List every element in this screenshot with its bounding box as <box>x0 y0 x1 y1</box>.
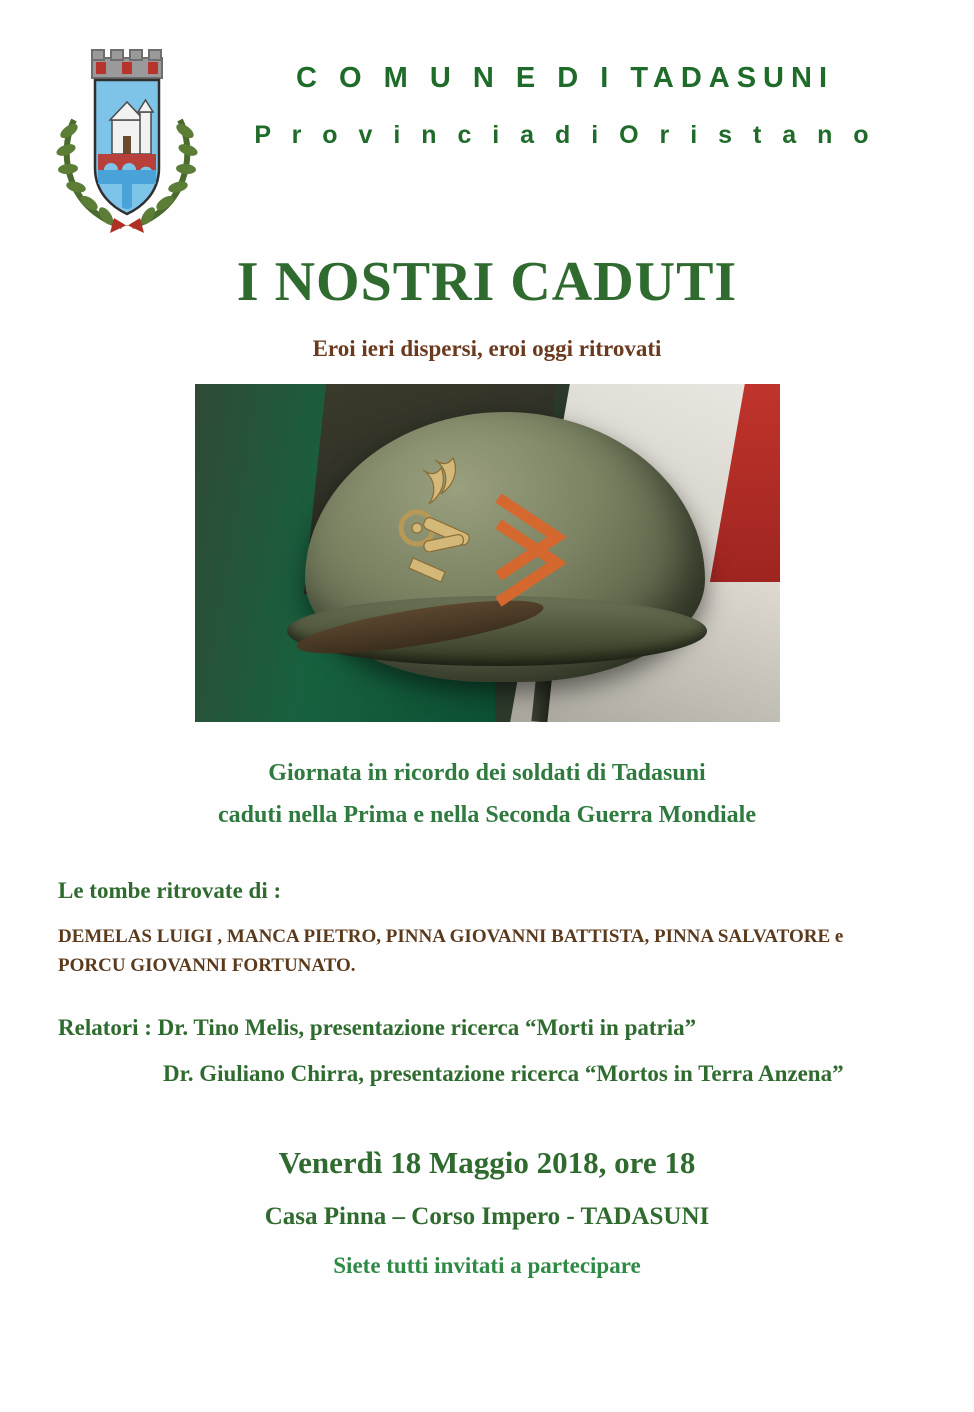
event-block <box>0 1145 974 1279</box>
comune-line: C O M U N E D I TADASUNI <box>295 62 835 94</box>
event-invitation: Siete tutti invitati a partecipare <box>333 1252 641 1278</box>
page-subtitle: Eroi ieri dispersi, eroi oggi ritrovati <box>312 336 662 361</box>
tombs-names <box>58 922 928 981</box>
tombs-label: Le tombe ritrovate di : <box>58 878 282 903</box>
event-date: Venerdì 18 Maggio 2018, ore 18 <box>278 1144 696 1180</box>
speaker-line-1: Relatori : Dr. Tino Melis, presentazione ricerca “Morti in patria” <box>58 1014 697 1040</box>
speakers-block <box>0 1015 974 1087</box>
provincia-line: P r o v i n c i a d i O r i s t a n o <box>254 121 876 149</box>
poster-header <box>0 0 974 240</box>
commemoration-text <box>0 752 974 836</box>
photo-artillery-badge <box>383 454 493 584</box>
tombs-block <box>0 878 974 981</box>
coat-of-arms-icon <box>52 28 202 233</box>
tombs-names-line-2: PORCU GIOVANNI FORTUNATO. <box>58 955 356 977</box>
commemoration-line-1: Giornata in ricordo dei soldati di Tadasuni <box>268 760 706 786</box>
event-place: Casa Pinna – Corso Impero - TADASUNI <box>264 1202 710 1230</box>
helmet-photo <box>195 384 780 722</box>
page-title: I NOSTRI CADUTI <box>236 251 738 313</box>
commemoration-line-2: caduti nella Prima e nella Seconda Guerra Mondiale <box>218 802 756 828</box>
municipality-heading <box>215 62 915 150</box>
tombs-names-line-1: DEMELAS LUIGI , MANCA PIETRO, PINNA GIOVANNI BATTISTA, PINNA SALVATORE e <box>58 926 844 947</box>
speaker-line-2: Dr. Giuliano Chirra, presentazione ricerca “Mortos in Terra Anzena” <box>163 1060 844 1086</box>
